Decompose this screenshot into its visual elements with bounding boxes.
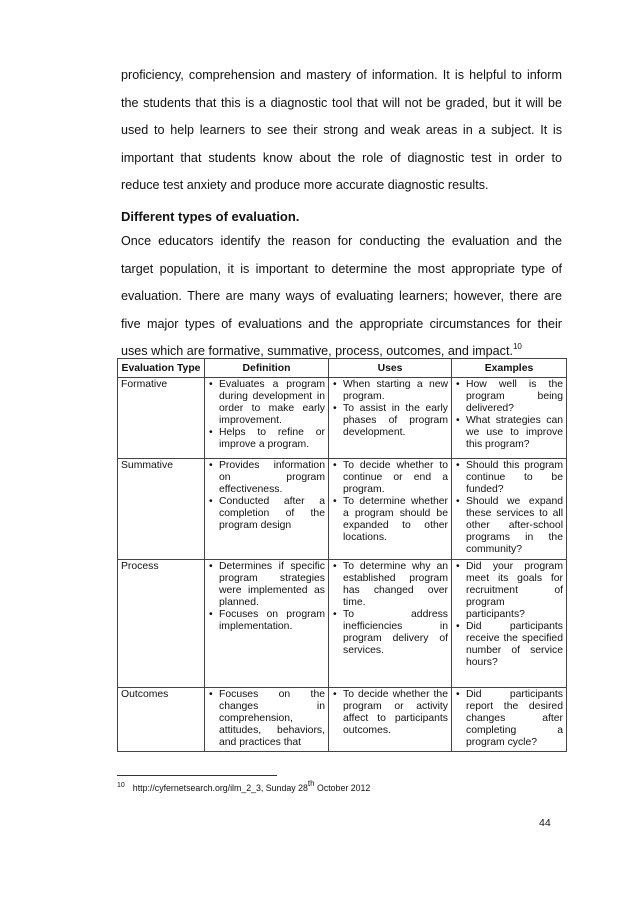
evaluation-types-table <box>117 358 567 752</box>
footnote-date-text: October 2012 <box>314 783 371 793</box>
column-header-examples: Examples <box>452 359 567 378</box>
examples-cell <box>452 459 567 560</box>
list-item: • When starting a new program. <box>343 379 448 403</box>
list-item: • What strategies can we use to improve this program? <box>466 415 563 451</box>
footnote-divider <box>117 775 277 776</box>
examples-cell <box>452 560 567 688</box>
footnote-reference: 10 <box>512 341 522 351</box>
column-header-type: Evaluation Type <box>118 359 205 378</box>
list-item: • Evaluates a program during development in order to make early improvement. <box>219 379 325 427</box>
table-row <box>118 378 567 459</box>
table-row <box>118 560 567 688</box>
examples-cell <box>452 378 567 459</box>
text-line: target population, it is important to determine the most appropriate type of <box>121 261 562 276</box>
list-item: • To decide whether to continue or end a program. <box>343 460 448 496</box>
section-heading: Different types of evaluation. <box>121 209 300 224</box>
footnote-mark: 10 <box>117 782 125 789</box>
text-line: important that students know about the role of diagnostic test in order to <box>121 150 562 165</box>
text-line: five major types of evaluations and the appropriate circumstances for their <box>121 316 562 331</box>
uses-cell <box>329 688 452 752</box>
uses-cell <box>329 560 452 688</box>
row-type-cell: Formative <box>118 378 205 459</box>
text-line: Once educators identify the reason for conducting the evaluation and the <box>121 234 562 248</box>
list-item: • To determine why an established program has changed over time. <box>343 561 448 609</box>
body-paragraph <box>121 228 562 366</box>
footnote-link: http://cyfernetsearch.org/ilm_2_3, Sunday 28 <box>132 783 308 793</box>
definition-cell <box>205 459 329 560</box>
table-row <box>118 459 567 560</box>
list-item: • Provides information on program effectiveness. <box>219 460 325 496</box>
text-line: reduce test anxiety and produce more accurate diagnostic results. <box>121 178 489 192</box>
footnote-ordinal: th <box>307 779 315 789</box>
text-line-content: uses which are formative, summative, process, outcomes, and impact. <box>121 344 513 358</box>
uses-cell <box>329 459 452 560</box>
definition-cell <box>205 688 329 752</box>
list-item: • Did participants receive the specified number of service hours? <box>466 621 563 669</box>
list-item: • Did participants report the desired changes after completing a program cycle? <box>466 689 563 749</box>
column-header-definition: Definition <box>205 359 329 378</box>
list-item: • Focuses on the changes in comprehension, attitudes, behaviors, and practices that <box>219 689 325 749</box>
table-row <box>118 688 567 752</box>
text-line: the students that this is a diagnostic tool that will not be graded, but it will be <box>121 95 562 110</box>
list-item: • To address inefficiencies in program delivery of services. <box>343 609 448 657</box>
examples-cell <box>452 688 567 752</box>
row-type-cell: Summative <box>118 459 205 560</box>
column-header-uses: Uses <box>329 359 452 378</box>
intro-paragraph <box>121 62 562 200</box>
list-item: • Helps to refine or improve a program. <box>219 427 325 451</box>
list-item: • To assist in the early phases of program development. <box>343 403 448 439</box>
page-number: 44 <box>539 817 551 829</box>
list-item: • How well is the program being delivered? <box>466 379 563 415</box>
list-item: • Should we expand these services to all other after-school programs in the community? <box>466 496 563 556</box>
row-type-cell: Outcomes <box>118 688 205 752</box>
list-item: • To determine whether a program should be expanded to other locations. <box>343 496 448 544</box>
uses-cell <box>329 378 452 459</box>
list-item: • Did your program meet its goals for recruitment of program participants? <box>466 561 563 621</box>
text-line: proficiency, comprehension and mastery of information. It is helpful to inform <box>121 68 562 82</box>
list-item: • Should this program continue to be funded? <box>466 460 563 496</box>
list-item: • Conducted after a completion of the program design <box>219 496 325 532</box>
list-item: • Determines if specific program strategies were implemented as planned. <box>219 561 325 609</box>
definition-cell <box>205 378 329 459</box>
list-item: • Focuses on program implementation. <box>219 609 325 633</box>
table-header-row <box>118 359 567 378</box>
text-line: evaluation. There are many ways of evaluating learners; however, there are <box>121 289 562 303</box>
list-item: • To decide whether the program or activity affect to participants outcomes. <box>343 689 448 737</box>
footnote <box>117 779 371 793</box>
text-line: used to help learners to see their strong and weak areas in a subject. It is <box>121 123 562 137</box>
row-type-cell: Process <box>118 560 205 688</box>
definition-cell <box>205 560 329 688</box>
